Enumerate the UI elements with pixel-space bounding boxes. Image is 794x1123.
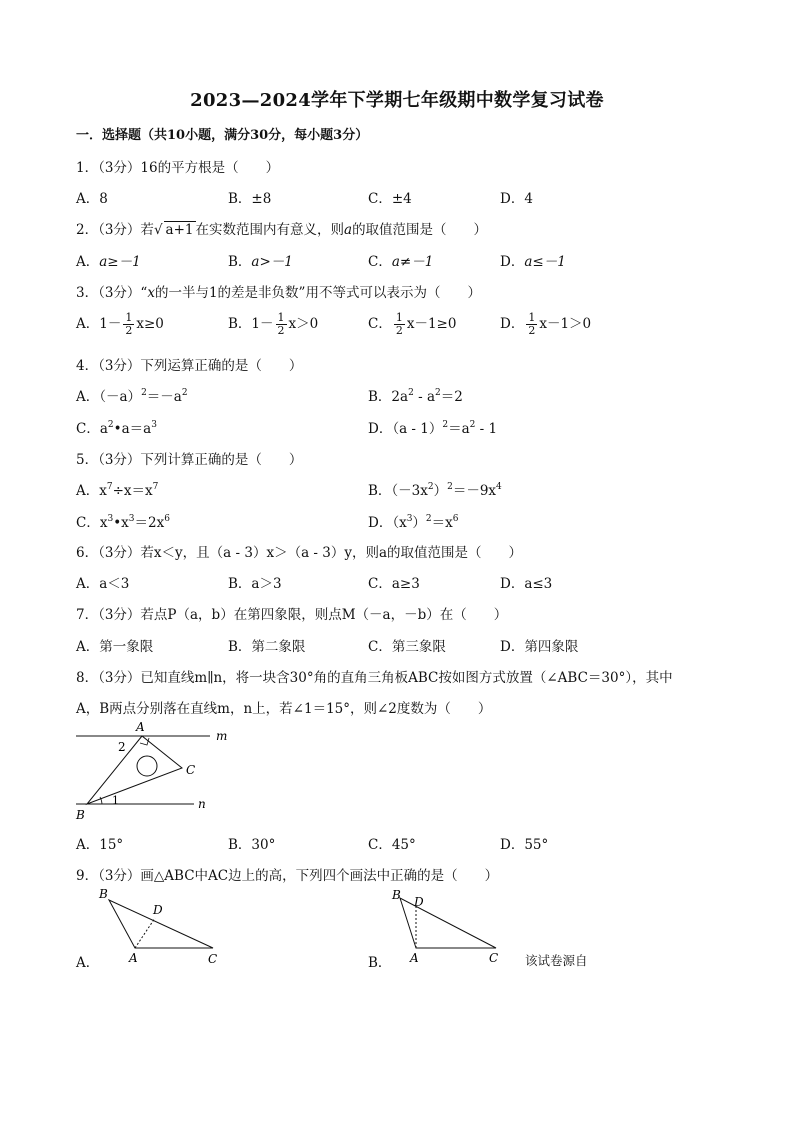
label-a: A	[410, 951, 419, 965]
expr-part: B．（－3x	[368, 483, 428, 499]
exponent: 2	[435, 388, 441, 398]
question-3-option-a[interactable]	[76, 312, 164, 337]
expr-part: C．a	[76, 421, 108, 437]
question-4-option-b[interactable]	[368, 385, 463, 405]
label-d: D	[414, 895, 424, 909]
question-1-option-b[interactable]: B．±8	[228, 191, 272, 207]
expr-part: x－1	[406, 316, 437, 332]
exponent: 2	[425, 514, 432, 524]
fraction-half	[123, 312, 134, 337]
option-label: B．	[228, 254, 252, 270]
exponent: 7	[152, 482, 159, 492]
question-2-stem-post2: 的取值范围是（ ）	[352, 222, 488, 238]
fraction-half	[394, 312, 405, 337]
label-m: m	[216, 729, 228, 743]
question-7-stem: 7．（3分）若点P（a，b）在第四象限，则点M（－a，－b）在（ ）	[76, 607, 508, 623]
question-9-stem: 9．（3分）画△ABC中AC边上的高，下列四个画法中正确的是（ ）	[76, 868, 499, 884]
label-d: D	[153, 903, 163, 917]
label-c: C	[186, 763, 196, 777]
exponent: 2	[427, 482, 434, 492]
expr-part: ≥0	[436, 316, 457, 332]
exponent: 2	[141, 388, 147, 398]
expr-part: ）	[433, 483, 448, 499]
expr-part: 1－	[99, 316, 122, 332]
question-3-option-b[interactable]	[228, 312, 318, 337]
label-n: n	[198, 797, 206, 811]
question-8-stem-line1: 8．（3分）已知直线m∥n，将一块含30°角的直角三角板ABC按如图方式放置（∠ABC＝30°），其中	[76, 670, 673, 686]
label-b: B	[99, 887, 108, 901]
exponent: 6	[452, 514, 459, 524]
question-2-stem-pre: 2．（3分）若	[76, 222, 154, 238]
exponent: 2	[447, 482, 453, 492]
question-6-option-c[interactable]: C．a≥3	[368, 576, 420, 592]
question-7-option-a[interactable]: A．第一象限	[76, 639, 154, 655]
numerator: 1	[528, 311, 536, 324]
expr-part: ＝a	[448, 421, 470, 437]
exponent: 3	[107, 514, 114, 524]
exponent: 3	[128, 514, 135, 524]
question-7-option-c[interactable]: C．第三象限	[368, 639, 446, 655]
expr-part: ＞0	[296, 316, 319, 332]
expr-part: x	[288, 316, 297, 332]
question-2-option-b[interactable]	[228, 250, 293, 270]
exponent: 2	[181, 388, 188, 398]
expr-part: D．（a - 1）	[368, 421, 443, 437]
question-2-stem-post: 在实数范围内有意义，则	[195, 222, 344, 238]
question-6-option-a[interactable]: A．a＜3	[76, 576, 130, 592]
numerator: 1	[277, 311, 285, 324]
option-expr: a≥－1	[99, 254, 141, 270]
expr-part: ＝－a	[146, 389, 182, 405]
exponent: 3	[151, 420, 157, 430]
question-6-stem: 6．（3分）若x＜y，且（a - 3）x＞（a - 3）y，则a的取值范围是（ ）	[76, 545, 523, 561]
exponent: 2	[469, 420, 476, 430]
question-9-option-a[interactable]: A．	[76, 955, 100, 971]
label-c: C	[208, 952, 218, 966]
question-3-option-d[interactable]	[500, 312, 591, 337]
radicand: a+1	[165, 222, 194, 238]
numerator: 1	[125, 311, 133, 324]
label-a: A	[136, 720, 145, 734]
question-6-option-d[interactable]: D．a≤3	[500, 576, 553, 592]
expr-part: B．2a	[368, 389, 409, 405]
altitude-dashed-a	[135, 918, 155, 948]
stem-pre: 3．（3分）“	[76, 285, 148, 301]
option-expr: a≠－1	[391, 254, 434, 270]
expr-part: x	[136, 316, 144, 332]
question-2-option-d[interactable]	[500, 250, 566, 270]
question-8-stem-line2: A，B两点分别落在直线m，n上，若∠1＝15°，则∠2度数为（ ）	[76, 701, 492, 717]
denominator: 2	[395, 324, 403, 337]
denominator: 2	[277, 324, 285, 337]
expr-part: ÷x＝x	[112, 483, 153, 499]
expr-part: ＝2x	[134, 515, 165, 531]
option-label: A．	[76, 316, 100, 332]
expr-part: •a＝a	[113, 421, 152, 437]
option-label: C．	[368, 316, 392, 332]
question-7-option-b[interactable]: B．第二象限	[228, 639, 306, 655]
question-5-option-d[interactable]	[368, 511, 459, 531]
section-heading: 一．选择题（共10小题，满分30分，每小题3分）	[76, 128, 369, 143]
question-9-option-b[interactable]: B．	[368, 955, 392, 971]
option-label: D．	[500, 254, 525, 270]
question-3-option-c[interactable]	[368, 312, 456, 337]
exponent: 2	[107, 420, 114, 430]
option-expr: a>－1	[251, 254, 293, 270]
denominator: 2	[125, 324, 133, 337]
question-4-option-a[interactable]	[76, 385, 188, 405]
question-5-option-a[interactable]	[76, 479, 158, 499]
expr-part: ＝2	[440, 389, 463, 405]
expr-part: •x	[113, 515, 129, 531]
expr-part: D．（x	[368, 515, 407, 531]
question-8-option-a[interactable]: A．15°	[76, 837, 124, 853]
question-1-option-a[interactable]: A．8	[76, 191, 108, 207]
expr-part: ＝－9x	[452, 483, 497, 499]
exponent: 7	[106, 482, 113, 492]
question-2-option-a[interactable]	[76, 250, 141, 270]
stem-post: 的一半与1的差是非负数”用不等式可以表示为（ ）	[154, 285, 481, 301]
question-8-option-c[interactable]: C．45°	[368, 837, 416, 853]
expr-part: 1－	[251, 316, 274, 332]
label-b: B	[392, 888, 401, 902]
question-2-option-c[interactable]	[368, 250, 433, 270]
option-label: D．	[500, 316, 525, 332]
variable-x: x	[147, 285, 155, 301]
exponent: 2	[408, 388, 414, 398]
question-7-option-d[interactable]: D．第四象限	[500, 639, 579, 655]
triangle-abc	[87, 736, 182, 804]
expr-part: ＝x	[431, 515, 453, 531]
label-a: A	[129, 951, 138, 965]
expr-part: A．（－a）	[76, 389, 142, 405]
exponent: 2	[442, 420, 449, 430]
question-1-option-c[interactable]: C．±4	[368, 191, 412, 207]
triangle-figure-q8	[70, 718, 240, 826]
option-label: C．	[368, 254, 392, 270]
sqrt-icon: √ a+1	[153, 222, 194, 238]
question-4-stem: 4．（3分）下列运算正确的是（ ）	[76, 358, 303, 374]
question-5-option-c[interactable]	[76, 511, 170, 531]
question-1-option-d[interactable]: D．4	[500, 191, 533, 207]
question-8-option-d[interactable]: D．55°	[500, 837, 549, 853]
denominator: 2	[528, 324, 536, 337]
fraction-half	[276, 312, 287, 337]
expr-part: ≥0	[143, 316, 164, 332]
variable-a: a	[344, 222, 353, 238]
question-5-stem: 5．（3分）下列计算正确的是（ ）	[76, 452, 303, 468]
question-6-option-b[interactable]: B．a＞3	[228, 576, 282, 592]
question-2-stem	[76, 218, 487, 238]
circle-hole	[137, 756, 157, 776]
expr-part: ）	[412, 515, 426, 531]
fraction-half	[526, 312, 537, 337]
option-expr: a≤－1	[524, 254, 566, 270]
question-4-option-c[interactable]	[76, 417, 157, 437]
expr-part: C．x	[76, 515, 108, 531]
numerator: 1	[395, 311, 403, 324]
right-angle-mark	[140, 738, 149, 745]
question-1-stem: 1．（3分）16的平方根是（ ）	[76, 160, 280, 176]
question-4-option-d[interactable]	[368, 417, 497, 437]
expr-part: ＞0	[569, 316, 592, 332]
option-label: B．	[228, 316, 252, 332]
label-2: 2	[118, 740, 126, 754]
triangle-figure-q9-a	[95, 884, 225, 966]
page-title: 2023—2024学年下学期七年级期中数学复习试卷	[190, 90, 604, 111]
triangle-figure-q9-b	[386, 884, 506, 966]
exponent: 4	[496, 482, 502, 492]
option-label: A．	[76, 254, 100, 270]
expr-part: - a	[413, 389, 435, 405]
label-1: 1	[112, 794, 119, 807]
expr-part: x－1	[539, 316, 570, 332]
expr-part: - 1	[475, 421, 498, 437]
question-3-stem	[76, 281, 481, 301]
label-c: C	[489, 951, 499, 965]
source-note: 该试卷源自	[525, 953, 588, 968]
exponent: 3	[406, 514, 413, 524]
exponent: 6	[164, 514, 170, 524]
question-8-option-b[interactable]: B．30°	[228, 837, 276, 853]
label-b: B	[76, 808, 85, 822]
expr-part: A．x	[76, 483, 107, 499]
question-5-option-b[interactable]	[368, 479, 502, 499]
